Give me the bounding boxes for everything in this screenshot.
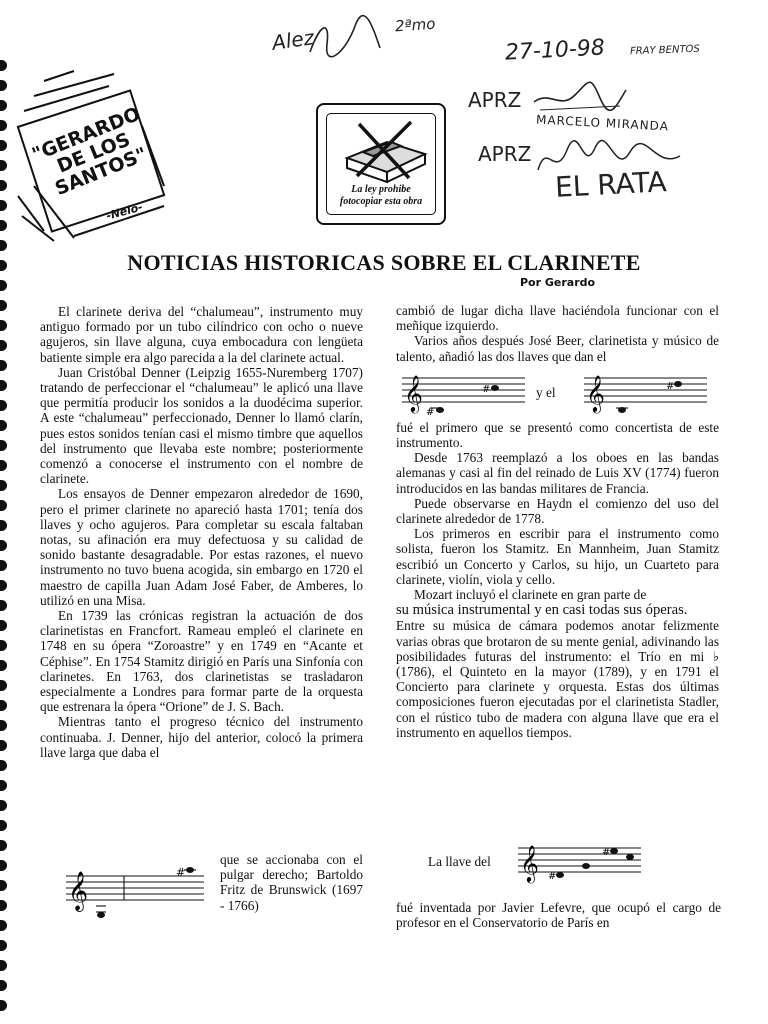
- music-staff-3: [582, 370, 712, 416]
- spiral-ring: [0, 60, 7, 71]
- music-staff-1: [64, 866, 234, 926]
- spiral-ring: [0, 480, 7, 491]
- spiral-ring: [0, 980, 7, 991]
- svg-text:#: #: [666, 380, 675, 392]
- spiral-ring: [0, 780, 7, 791]
- spiral-ring: [0, 140, 7, 151]
- spiral-ring: [0, 340, 7, 351]
- signature-scribble: [305, 14, 385, 64]
- spiral-ring: [0, 320, 7, 331]
- paragraph-wrapped: que se accionaba con el pulgar derecho; Bartoldo Fritz de Brunswick (1697 - 1766): [220, 852, 363, 913]
- music-example-beer: [396, 370, 719, 414]
- spiral-ring: [0, 200, 7, 211]
- svg-text:#: #: [548, 871, 557, 882]
- spiral-ring: [0, 760, 7, 771]
- article-byline: Por Gerardo: [520, 276, 596, 289]
- svg-text:#: #: [482, 383, 491, 395]
- spiral-ring: [0, 220, 7, 231]
- paragraph: Juan Cristóbal Denner (Leipzig 1655-Nuremberg 1707) tratando de perfeccionar el “chalumeau” le aplicó una llave que permitía producir los sonidos a la duodécima superior. A este “chalumeau” perfeccionado, Denner lo llamó clarín, pues estos sonidos tenían casi el mismo timbre que aquellos del instrumento que llevaba este nombre; posteriormente comenzó a conocerse el instrumento con el nombre de clarinete.: [40, 364, 363, 487]
- svg-text:𝄞: 𝄞: [586, 373, 605, 412]
- article-title: NOTICIAS HISTORICAS SOBRE EL CLARINETE: [127, 250, 641, 275]
- notice-caption: La ley prohibe fotocopiar esta obra: [339, 184, 423, 207]
- svg-text:𝄞: 𝄞: [404, 373, 423, 412]
- spiral-binding: [0, 60, 8, 1020]
- column-right-end: [396, 900, 721, 930]
- paragraph: Mientras tanto el progreso técnico del instrumento continuaba. J. Denner, hijo del anterior, colocó la primera llave larga que daba el: [40, 714, 363, 760]
- spiral-ring: [0, 160, 7, 171]
- spiral-ring: [0, 80, 7, 91]
- spiral-ring: [0, 660, 7, 671]
- paragraph: Varios años después José Beer, clarinetista y músico de talento, añadió las dos llaves que dan el: [396, 333, 719, 364]
- handwriting-top-mid: 2ªmo: [394, 14, 436, 36]
- llave-label: La llave del: [428, 854, 491, 869]
- svg-text:#: #: [602, 847, 611, 858]
- paragraph: fué inventada por Javier Lefevre, que ocupó el cargo de profesor en el Conservatorio de París en: [396, 900, 721, 931]
- spiral-ring: [0, 360, 7, 371]
- paragraph: Puede observarse en Haydn el comienzo del uso del clarinete alrededor de 1778.: [396, 495, 719, 527]
- spiral-ring: [0, 120, 7, 131]
- spiral-ring: [0, 860, 7, 871]
- column-right: [396, 303, 719, 740]
- gerardo-stamp: [14, 66, 172, 246]
- y-el-text: y el: [536, 384, 556, 400]
- spiral-ring: [0, 900, 7, 911]
- paragraph: Desde 1763 reemplazó a los oboes en las bandas alemanas y casi al fin del reinado de Luis XV (1774) fueron introducidos en las bandas militares de Francia.: [396, 450, 719, 496]
- spiral-ring: [0, 640, 7, 651]
- handwriting-aprz-1: APRZ: [468, 88, 522, 112]
- paragraph: Mozart incluyó el clarinete en gran parte de: [414, 587, 647, 603]
- handwriting-date: 27-10-98: [504, 35, 606, 66]
- spiral-ring: [0, 580, 7, 591]
- spiral-ring: [0, 740, 7, 751]
- spiral-ring: [0, 880, 7, 891]
- spiral-ring: [0, 1000, 7, 1011]
- stamp-subtext: -Nelo-: [104, 200, 145, 223]
- paragraph: Entre su música de cámara podemos anotar felizmente varias obras que brotaron de su mente genial, adivinando las posibilidades futuras del instrumento: el Trío en mi ♭ (1786), el Quinteto en la mayor (1789), y en 1791 el Concierto para clarinete y orquesta. Estas dos últimas composiciones fueron ejecutadas por el clarinetista Stadler, con el rústico tubo de madera con alguna llave que era el instrumento en aquellos tiempos.: [396, 618, 719, 740]
- music-example-llave: [396, 842, 726, 886]
- crossed-copier-icon: [329, 116, 435, 186]
- spiral-ring: [0, 700, 7, 711]
- spiral-ring: [0, 400, 7, 411]
- spiral-ring: [0, 720, 7, 731]
- paragraph: El clarinete deriva del “chalumeau”, instrumento muy antiguo formado por un tubo cilíndrico con ocho o nueve agujeros, sin llave alguna, cuya embocadura con lengüeta batiente simple era algo parecida a la del clarinete actual.: [40, 304, 363, 365]
- svg-text:#: #: [426, 406, 435, 416]
- spiral-ring: [0, 180, 7, 191]
- spiral-ring: [0, 280, 7, 291]
- spiral-ring: [0, 380, 7, 391]
- spiral-ring: [0, 440, 7, 451]
- spiral-ring: [0, 300, 7, 311]
- handwriting-date-note: FRAY BENTOS: [629, 43, 700, 58]
- svg-text:𝄞: 𝄞: [520, 844, 539, 882]
- no-photocopy-notice: [316, 103, 446, 225]
- handwriting-aprz-2: APRZ: [478, 142, 532, 166]
- music-staff-2: [400, 370, 530, 416]
- spiral-ring: [0, 600, 7, 611]
- stamp-text: "GERARDO DE LOS SANTOS": [29, 102, 151, 200]
- paragraph-large: su música instrumental y en casi todas sus óperas.: [396, 602, 688, 619]
- spiral-ring: [0, 520, 7, 531]
- svg-text:𝄞: 𝄞: [68, 871, 89, 911]
- column-left: [40, 304, 363, 760]
- spiral-ring: [0, 540, 7, 551]
- spiral-ring: [0, 920, 7, 931]
- handwriting-el-rata: EL RATA: [554, 165, 668, 204]
- svg-text:#: #: [176, 866, 186, 879]
- paragraph: Los primeros en escribir para el instrumento como solista, fueron los Stamitz. En Mannheim, Juan Stamitz escribió un Concerto y Carlos, su hijo, un Cuarteto para clarinete, violín, viola y cello.: [396, 526, 719, 587]
- spiral-ring: [0, 460, 7, 471]
- handwriting-top-left: Alez: [270, 25, 316, 55]
- handwriting-marcelo: MARCELO MIRANDA: [535, 112, 670, 134]
- music-staff-4: [516, 842, 646, 886]
- paragraph: fué el primero que se presentó como concertista de este instrumento.: [396, 419, 719, 451]
- spiral-ring: [0, 960, 7, 971]
- spiral-ring: [0, 800, 7, 811]
- paragraph: cambió de lugar dicha llave haciéndola funcionar con el meñique izquierdo.: [396, 303, 719, 334]
- paragraph: En 1739 las crónicas registran la actuación de dos clarinetistas en Francfort. Rameau empleó el clarinete en 1748 en su ópera “Zoroastre” y en 1749 en “Acante et Céphise”. En 1754 Stamitz dirigió en París una Sinfonía con clarinetes. En 1763, dos clarinetistas se trasladaron especialmente a Londres para formar parte de la orquesta que estrenara la ópera “Orione” de J. S. Bach.: [40, 608, 363, 715]
- spiral-ring: [0, 560, 7, 571]
- spiral-ring: [0, 100, 7, 111]
- spiral-ring: [0, 940, 7, 951]
- spiral-ring: [0, 420, 7, 431]
- spiral-ring: [0, 680, 7, 691]
- paragraph: Los ensayos de Denner empezaron alrededor de 1690, pero el primer clarinete no apareció hasta 1701; tenía dos llaves y ocho agujeros. Para completar su escala faltaban notas, su afinación era muy defectuosa y su calidad de sonido bastante desagradable. Por estas razones, el nuevo instrumento no tuvo buena acogida, sin embargo en 1720 el maestro de capilla Juan Adam José Faber, de Amberes, lo utilizó en una Misa.: [40, 486, 363, 608]
- spiral-ring: [0, 840, 7, 851]
- spiral-ring: [0, 620, 7, 631]
- spiral-ring: [0, 820, 7, 831]
- spiral-ring: [0, 500, 7, 511]
